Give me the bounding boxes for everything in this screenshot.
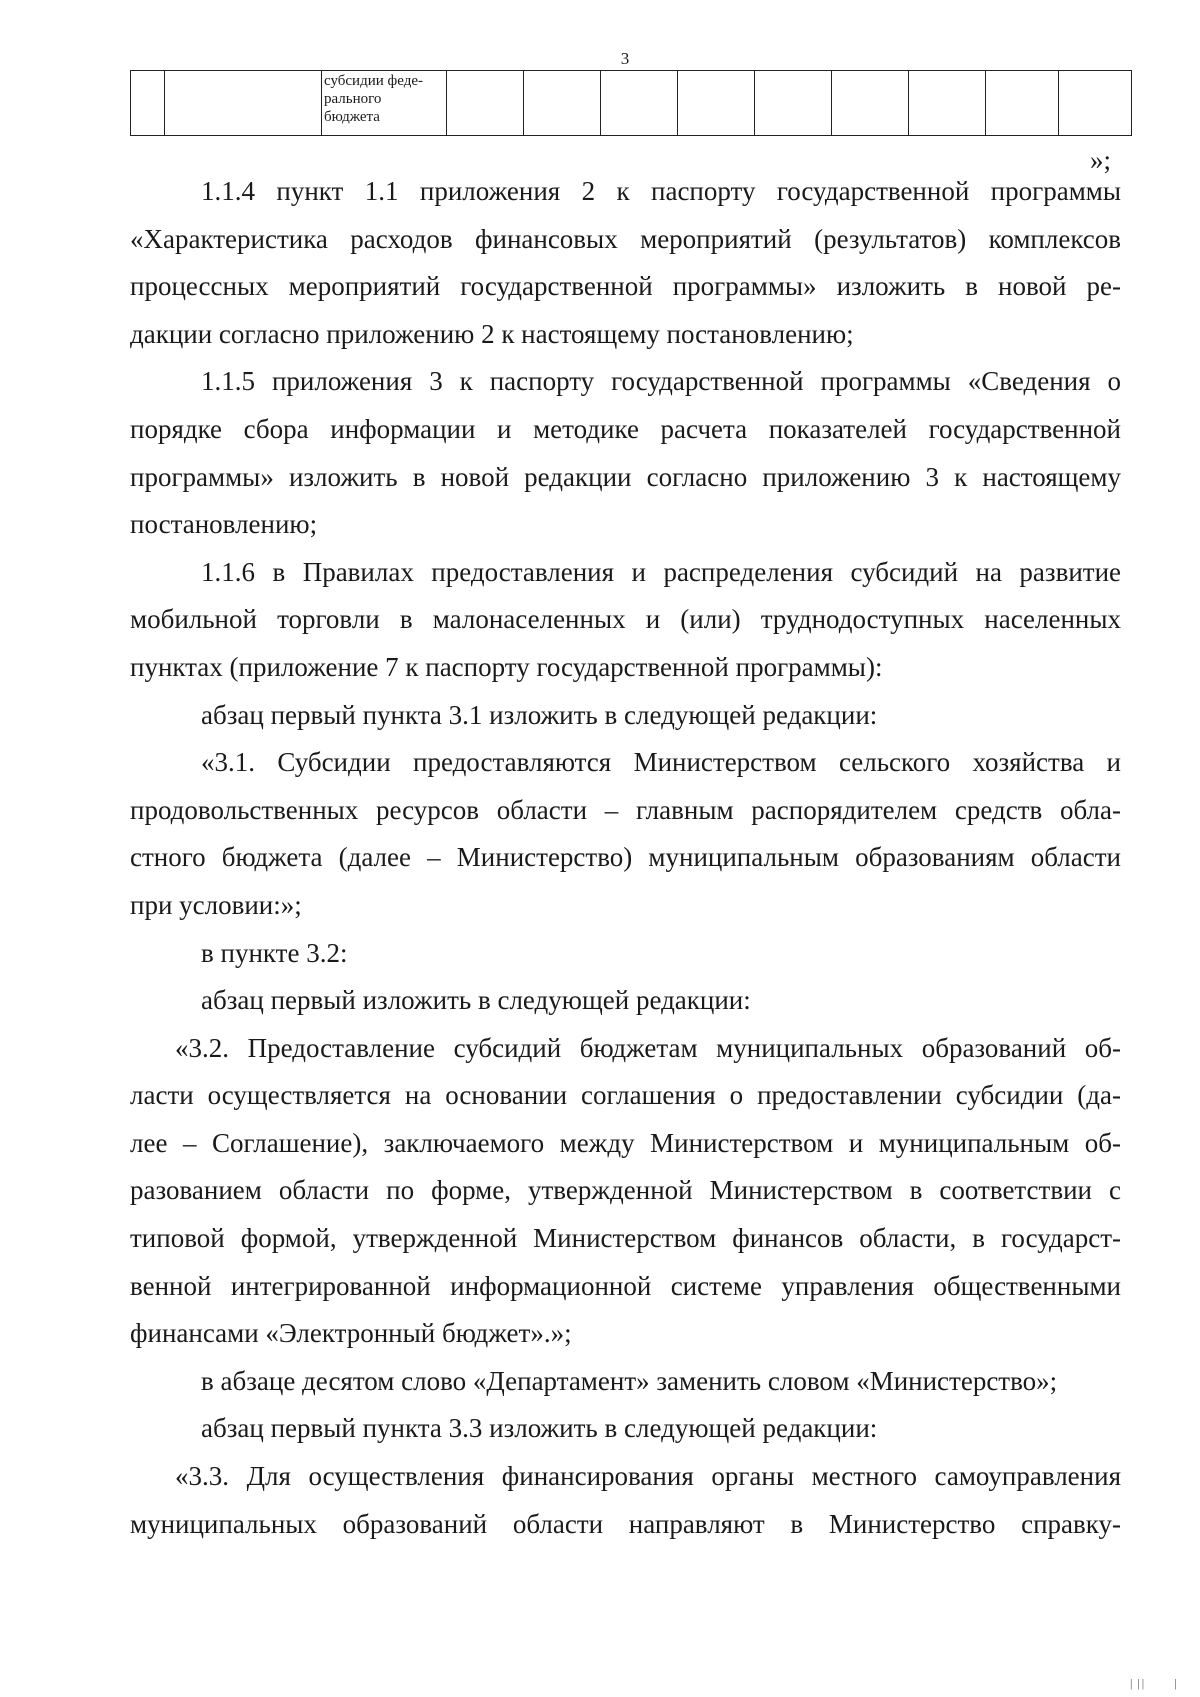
text-line: стного бюджета (далее – Министерство) муниципальным образованиям области <box>130 842 1121 873</box>
text-line: 1.1.5 приложения 3 к паспорту государственной программы «Сведения о <box>201 366 1121 397</box>
text-line: постановлению; <box>130 509 318 540</box>
continued-table <box>130 70 1132 136</box>
scan-edge-marks: | || | <box>1130 1676 1179 1690</box>
text-line: программы» изложить в новой редакции согласно приложению 3 к настоящему <box>130 461 1121 492</box>
text-line: «Характеристика расходов финансовых мероприятий (результатов) комплексов <box>130 223 1121 254</box>
paragraph-abzac-10 <box>130 1358 1121 1406</box>
text-line: венной интегрированной информационной системе управления общественными <box>130 1270 1121 1301</box>
cell-text-line: субсидии феде- <box>324 73 423 89</box>
table-cell <box>832 71 909 136</box>
text-line: абзац первый пункта 3.3 изложить в следующей редакции: <box>201 1413 878 1444</box>
text-line: процессных мероприятий государственной программы» изложить в новой ре- <box>130 271 1121 302</box>
paragraph-first-abzac <box>130 977 1121 1025</box>
closing-quote: »; <box>1090 145 1112 175</box>
table-cell <box>447 71 524 136</box>
cell-text-line: рального <box>324 91 382 107</box>
text-line: 1.1.6 в Правилах предоставления и распределения субсидий на развитие <box>201 556 1121 587</box>
paragraph-1-1-6 <box>130 549 1121 692</box>
text-line: лее – Соглашение), заключаемого между Министерством и муниципальным об- <box>130 1127 1121 1158</box>
table-cell <box>755 71 832 136</box>
table-cell <box>1059 71 1132 136</box>
table-cell <box>524 71 601 136</box>
cell-text-line: бюджета <box>324 109 380 125</box>
paragraph-amend-3-1 <box>130 692 1121 740</box>
text-line: абзац первый изложить в следующей редакции: <box>201 985 751 1016</box>
table-cell <box>601 71 678 136</box>
table-cell-funding-source <box>322 71 447 136</box>
document-body <box>130 168 1121 1548</box>
text-line: дакции согласно приложению 2 к настоящему постановлению; <box>130 318 854 349</box>
paragraph-quote-3-1 <box>130 739 1121 929</box>
text-line: «3.2. Предоставление субсидий бюджетам муниципальных образований об- <box>175 1032 1121 1063</box>
text-line: в пункте 3.2: <box>201 937 348 968</box>
text-line: в абзаце десятом слово «Департамент» заменить словом «Министерство»; <box>201 1365 1058 1396</box>
text-line: типовой формой, утвержденной Министерством финансов области, в государст- <box>130 1223 1121 1254</box>
text-line: «3.3. Для осуществления финансирования органы местного самоуправления <box>175 1461 1121 1492</box>
text-line: 1.1.4 пункт 1.1 приложения 2 к паспорту государственной программы <box>201 176 1121 206</box>
paragraph-1-1-5 <box>130 358 1121 548</box>
text-line: ласти осуществляется на основании соглашения о предоставлении субсидии (да- <box>130 1080 1121 1111</box>
text-line: абзац первый пункта 3.1 изложить в следующей редакции: <box>201 699 878 730</box>
paragraph-in-3-2 <box>130 930 1121 978</box>
paragraph-quote-3-2 <box>130 1025 1121 1358</box>
text-line: при условии:»; <box>130 889 302 920</box>
text-line: муниципальных образований области направляют в Министерство справку- <box>130 1508 1121 1539</box>
paragraph-1-1-4 <box>130 168 1121 358</box>
text-line: финансами «Электронный бюджет».»; <box>130 1318 572 1349</box>
text-line: продовольственных ресурсов области – главным распорядителем средств обла- <box>130 794 1121 825</box>
table-row <box>131 71 1132 136</box>
table-cell <box>165 71 322 136</box>
table-cell <box>131 71 165 136</box>
table-cell <box>909 71 986 136</box>
table-cell <box>986 71 1059 136</box>
text-line: порядке сбора информации и методике расчета показателей государственной <box>130 413 1121 444</box>
text-line: «3.1. Субсидии предоставляются Министерством сельского хозяйства и <box>201 747 1121 778</box>
paragraph-amend-3-3 <box>130 1405 1121 1453</box>
table-cell <box>678 71 755 136</box>
paragraph-quote-3-3 <box>130 1453 1121 1548</box>
page-number: 3 <box>620 49 630 68</box>
text-line: мобильной торговли в малонаселенных и (или) труднодоступных населенных <box>130 604 1121 635</box>
text-line: разованием области по форме, утвержденной Министерством в соответствии с <box>130 1175 1121 1206</box>
text-line: пунктах (приложение 7 к паспорту государственной программы): <box>130 651 883 682</box>
